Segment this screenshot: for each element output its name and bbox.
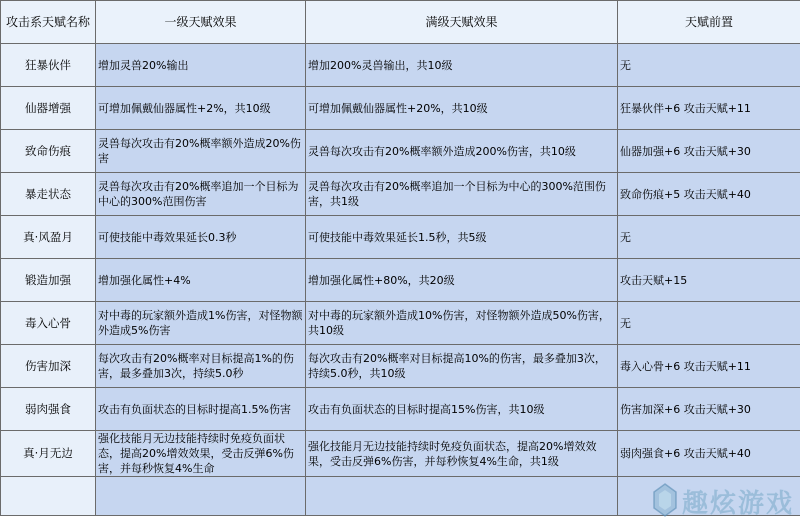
talent-name-cell: 致命伤痕 (1, 130, 96, 173)
prerequisite-cell: 无 (618, 44, 800, 87)
table-row (1, 87, 800, 130)
max-effect-cell: 可使技能中毒效果延长1.5秒，共5级 (306, 216, 618, 259)
table-row (1, 130, 800, 173)
table-header-row (1, 1, 800, 44)
prerequisite-cell: 伤害加深+6 攻击天赋+30 (618, 388, 800, 431)
talent-name-cell: 真·月无边 (1, 431, 96, 477)
max-effect-cell: 攻击有负面状态的目标时提高15%伤害，共10级 (306, 388, 618, 431)
table-row-empty (1, 477, 800, 516)
level1-effect-cell: 增加灵兽20%输出 (96, 44, 306, 87)
talent-name-cell: 真·风盈月 (1, 216, 96, 259)
max-effect-cell: 对中毒的玩家额外造成10%伤害，对怪物额外造成50%伤害，共10级 (306, 302, 618, 345)
empty-cell (1, 477, 96, 516)
talent-name-cell: 仙器增强 (1, 87, 96, 130)
table-row (1, 388, 800, 431)
max-effect-cell: 可增加佩戴仙器属性+20%，共10级 (306, 87, 618, 130)
talent-name-cell: 锻造加强 (1, 259, 96, 302)
level1-effect-cell: 可使技能中毒效果延长0.3秒 (96, 216, 306, 259)
talent-name-cell: 毒入心骨 (1, 302, 96, 345)
header-prerequisite: 天赋前置 (618, 1, 800, 44)
prerequisite-cell: 无 (618, 302, 800, 345)
max-effect-cell: 增加200%灵兽输出，共10级 (306, 44, 618, 87)
header-level1-effect: 一级天赋效果 (96, 1, 306, 44)
prerequisite-cell: 致命伤痕+5 攻击天赋+40 (618, 173, 800, 216)
header-max-effect: 满级天赋效果 (306, 1, 618, 44)
table-row (1, 431, 800, 477)
table-row (1, 259, 800, 302)
talent-name-cell: 伤害加深 (1, 345, 96, 388)
talent-name-cell: 暴走状态 (1, 173, 96, 216)
level1-effect-cell: 可增加佩戴仙器属性+2%，共10级 (96, 87, 306, 130)
prerequisite-cell: 无 (618, 216, 800, 259)
table-row (1, 345, 800, 388)
prerequisite-cell: 攻击天赋+15 (618, 259, 800, 302)
talent-name-cell: 弱肉强食 (1, 388, 96, 431)
table-row (1, 44, 800, 87)
level1-effect-cell: 对中毒的玩家额外造成1%伤害，对怪物额外造成5%伤害 (96, 302, 306, 345)
empty-cell (96, 477, 306, 516)
level1-effect-cell: 攻击有负面状态的目标时提高1.5%伤害 (96, 388, 306, 431)
prerequisite-cell: 毒入心骨+6 攻击天赋+11 (618, 345, 800, 388)
max-effect-cell: 增加强化属性+80%，共20级 (306, 259, 618, 302)
empty-cell (618, 477, 800, 516)
level1-effect-cell: 增加强化属性+4% (96, 259, 306, 302)
empty-cell (306, 477, 618, 516)
level1-effect-cell: 灵兽每次攻击有20%概率追加一个目标为中心的300%范围伤害 (96, 173, 306, 216)
table-row (1, 173, 800, 216)
max-effect-cell: 灵兽每次攻击有20%概率额外造成200%伤害，共10级 (306, 130, 618, 173)
level1-effect-cell: 灵兽每次攻击有20%概率额外造成20%伤害 (96, 130, 306, 173)
talent-name-cell: 狂暴伙伴 (1, 44, 96, 87)
prerequisite-cell: 狂暴伙伴+6 攻击天赋+11 (618, 87, 800, 130)
prerequisite-cell: 仙器加强+6 攻击天赋+30 (618, 130, 800, 173)
max-effect-cell: 每次攻击有20%概率对目标提高10%的伤害，最多叠加3次，持续5.0秒，共10级 (306, 345, 618, 388)
prerequisite-cell: 弱肉强食+6 攻击天赋+40 (618, 431, 800, 477)
watermark-text: 趣炫游戏 (681, 489, 794, 519)
level1-effect-cell: 每次攻击有20%概率对目标提高1%的伤害，最多叠加3次，持续5.0秒 (96, 345, 306, 388)
header-talent-name: 攻击系天赋名称 (1, 1, 96, 44)
max-effect-cell: 灵兽每次攻击有20%概率追加一个目标为中心的300%范围伤害，共1级 (306, 173, 618, 216)
table-row (1, 216, 800, 259)
max-effect-cell: 强化技能月无边技能持续时免疫负面状态，提高20%增效效果，受击反弹6%伤害，并每秒恢复4%生命，共1级 (306, 431, 618, 477)
table-row (1, 302, 800, 345)
level1-effect-cell: 强化技能月无边技能持续时免疫负面状态，提高20%增效效果，受击反弹6%伤害，并每秒恢复4%生命 (96, 431, 306, 477)
